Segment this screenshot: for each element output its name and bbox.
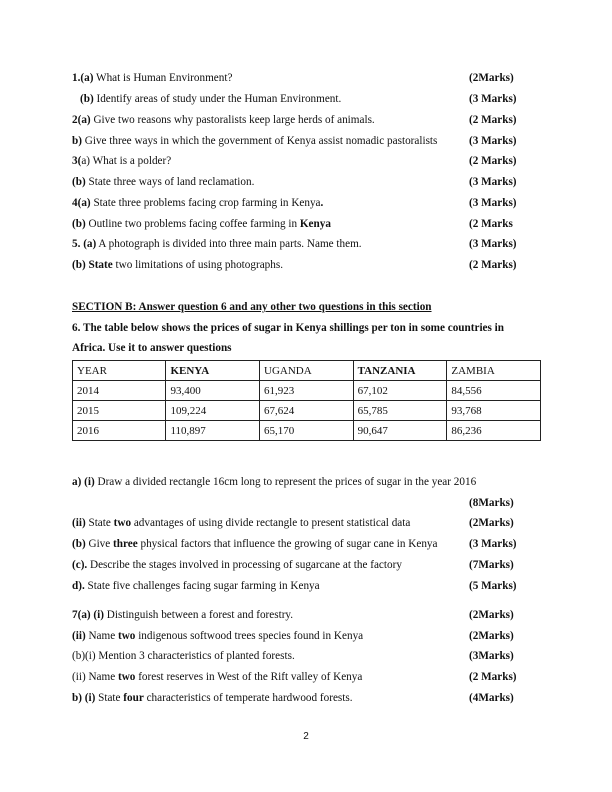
question-text: (b) bbox=[72, 176, 86, 188]
question-text: (b) State bbox=[72, 259, 113, 271]
sugar-prices-table bbox=[72, 360, 541, 441]
table-row bbox=[73, 401, 541, 421]
marks-label: (3 Marks) bbox=[469, 197, 517, 209]
question-text: forest reserves in West of the Rift valley of Kenya bbox=[135, 671, 363, 683]
question-text: Name bbox=[85, 630, 118, 642]
cell: 109,224 bbox=[166, 401, 260, 421]
question-line bbox=[72, 134, 437, 148]
question-text: two bbox=[117, 630, 136, 642]
question-text: What is Human Environment? bbox=[93, 72, 233, 84]
question-line bbox=[72, 258, 283, 272]
question-text: indigenous softwood trees species found in Kenya bbox=[135, 630, 364, 642]
question-text: a bbox=[81, 155, 87, 167]
question-text: characteristics of temperate hardwood forests. bbox=[143, 692, 353, 704]
cell: 67,624 bbox=[260, 401, 354, 421]
question-text: advantages of using divide rectangle to present statistical data bbox=[131, 517, 411, 529]
question-text: (b) bbox=[80, 93, 94, 105]
question-text: 4(a) bbox=[72, 197, 91, 209]
marks-label: (2 Marks) bbox=[469, 671, 517, 683]
cell: 84,556 bbox=[447, 381, 541, 401]
question-text: 2(a) bbox=[72, 114, 91, 126]
header-kenya: KENYA bbox=[166, 361, 260, 381]
question-text: State bbox=[95, 692, 124, 704]
question-text: three bbox=[113, 538, 138, 550]
marks-label: (2 Marks bbox=[469, 218, 513, 230]
question-text: b) bbox=[72, 135, 82, 147]
marks-label: (2Marks) bbox=[469, 609, 514, 621]
question-line bbox=[72, 237, 362, 251]
question-text: two bbox=[113, 517, 132, 529]
header-tanzania: TANZANIA bbox=[353, 361, 447, 381]
cell: 2014 bbox=[73, 381, 166, 401]
question-line bbox=[72, 670, 362, 684]
question-text: Identify areas of study under the Human Environment. bbox=[93, 93, 342, 105]
question-text: (b) bbox=[72, 218, 86, 230]
question-line bbox=[72, 537, 437, 551]
header-uganda: UGANDA bbox=[260, 361, 354, 381]
question-text: State bbox=[85, 517, 114, 529]
cell: 67,102 bbox=[353, 381, 447, 401]
marks-label: (2Marks) bbox=[469, 630, 514, 642]
question-text: (b)(i) Mention 3 characteristics of planted forests. bbox=[72, 650, 295, 662]
table-row bbox=[73, 421, 541, 441]
question-text: ) bbox=[86, 155, 91, 167]
question-line bbox=[72, 475, 476, 489]
question-text: a) (i) bbox=[72, 476, 95, 488]
question-text: b) (i) bbox=[72, 692, 96, 704]
marks-label: (2 Marks) bbox=[469, 259, 517, 271]
table-header-row bbox=[73, 361, 541, 381]
marks-label: (3Marks) bbox=[469, 650, 514, 662]
question-text: Give bbox=[85, 538, 114, 550]
section-b-heading: SECTION B: Answer question 6 and any other two questions in this section bbox=[72, 301, 432, 313]
table-row bbox=[73, 381, 541, 401]
question-6-intro-line-1: 6. The table below shows the prices of sugar in Kenya shillings per ton in some countries in bbox=[72, 322, 505, 334]
cell: 110,897 bbox=[166, 421, 260, 441]
question-line bbox=[72, 691, 353, 705]
question-text: (ii) Name bbox=[72, 671, 118, 683]
question-text: physical factors that influence the growing of sugar cane in Kenya bbox=[137, 538, 438, 550]
marks-label: (3 Marks) bbox=[469, 176, 517, 188]
question-text: State five challenges facing sugar farming in Kenya bbox=[84, 580, 320, 592]
question-text: Describe the stages involved in processing of sugarcane at the factory bbox=[87, 559, 402, 571]
question-line bbox=[72, 175, 254, 189]
question-text: two limitations of using photographs. bbox=[112, 259, 283, 271]
cell: 93,768 bbox=[447, 401, 541, 421]
question-line bbox=[72, 579, 320, 593]
marks-label: (5 Marks) bbox=[469, 580, 517, 592]
question-text: Outline two problems facing coffee farming in bbox=[85, 218, 300, 230]
question-text: State three problems facing crop farming in Kenya bbox=[90, 197, 321, 209]
question-text: d). bbox=[72, 580, 85, 592]
question-text: Distinguish between a forest and forestry. bbox=[104, 609, 294, 621]
question-line bbox=[72, 71, 232, 85]
question-text: 3( bbox=[72, 155, 82, 167]
question-text: A photograph is divided into three main parts. Name them. bbox=[96, 238, 362, 250]
cell: 65,170 bbox=[260, 421, 354, 441]
question-line bbox=[72, 629, 363, 643]
cell: 90,647 bbox=[353, 421, 447, 441]
question-6-intro-line-2: Africa. Use it to answer questions bbox=[72, 342, 232, 354]
marks-label: (3 Marks) bbox=[469, 135, 517, 147]
marks-label: (2Marks) bbox=[469, 517, 514, 529]
question-line bbox=[80, 92, 341, 106]
marks-label: (2Marks) bbox=[469, 72, 514, 84]
question-line bbox=[72, 516, 410, 530]
header-year: YEAR bbox=[73, 361, 166, 381]
cell: 86,236 bbox=[447, 421, 541, 441]
question-text: four bbox=[123, 692, 144, 704]
question-text: two bbox=[117, 671, 136, 683]
cell: 93,400 bbox=[166, 381, 260, 401]
marks-label: (2 Marks) bbox=[469, 155, 517, 167]
question-text: 7(a) (i) bbox=[72, 609, 104, 621]
cell: 2015 bbox=[73, 401, 166, 421]
question-text: (ii) bbox=[72, 630, 86, 642]
marks-label: (8Marks) bbox=[469, 497, 514, 509]
header-zambia: ZAMBIA bbox=[447, 361, 541, 381]
question-line bbox=[72, 608, 293, 622]
question-text: State three ways of land reclamation. bbox=[85, 176, 255, 188]
question-text: Draw a divided rectangle 16cm long to represent the prices of sugar in the year 2016 bbox=[94, 476, 477, 488]
marks-label: (7Marks) bbox=[469, 559, 514, 571]
marks-label: (3 Marks) bbox=[469, 93, 517, 105]
marks-label: (3 Marks) bbox=[469, 538, 517, 550]
question-line bbox=[72, 196, 323, 210]
question-text: . bbox=[320, 197, 324, 209]
marks-label: (3 Marks) bbox=[469, 238, 517, 250]
question-text: Kenya bbox=[299, 218, 331, 230]
marks-label: (2 Marks) bbox=[469, 114, 517, 126]
question-text: (b) bbox=[72, 538, 86, 550]
question-text: (ii) bbox=[72, 517, 86, 529]
question-text: (c). bbox=[72, 559, 88, 571]
question-line bbox=[72, 649, 295, 663]
question-text: 5. (a) bbox=[72, 238, 97, 250]
question-text: Give two reasons why pastoralists keep large herds of animals. bbox=[90, 114, 375, 126]
page-number: 2 bbox=[303, 731, 309, 742]
cell: 2016 bbox=[73, 421, 166, 441]
question-line bbox=[72, 113, 375, 127]
marks-label: (4Marks) bbox=[469, 692, 514, 704]
question-line bbox=[72, 154, 171, 168]
question-line bbox=[72, 217, 331, 231]
question-line bbox=[72, 558, 402, 572]
question-text: 1.(a) bbox=[72, 72, 94, 84]
cell: 65,785 bbox=[353, 401, 447, 421]
question-text: What is a polder? bbox=[90, 155, 172, 167]
question-text: Give three ways in which the government of Kenya assist nomadic pastoralists bbox=[81, 135, 438, 147]
cell: 61,923 bbox=[260, 381, 354, 401]
